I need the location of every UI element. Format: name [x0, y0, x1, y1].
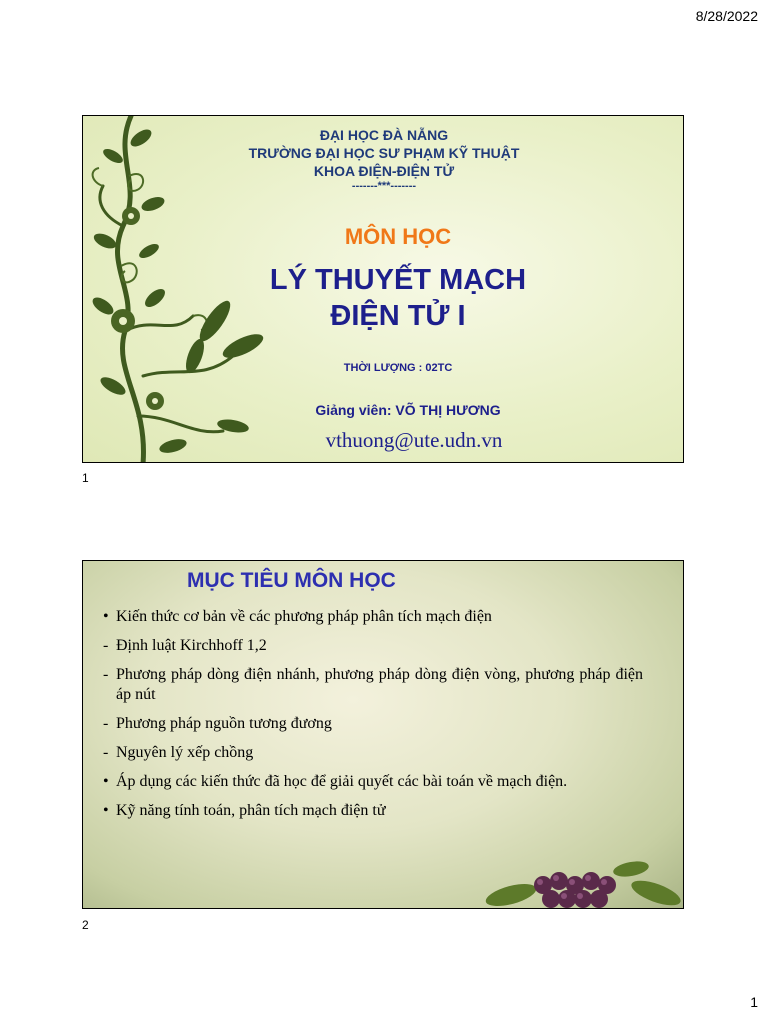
list-item [103, 714, 643, 734]
bullet-marker: - [103, 637, 109, 654]
page-number: 1 [750, 994, 758, 1010]
list-item-text: Phương pháp nguồn tương đương [116, 715, 332, 732]
list-item [103, 665, 643, 705]
slide-index-1: 1 [82, 471, 89, 485]
institution-header [83, 126, 684, 180]
list-item [103, 743, 643, 763]
subject-label: MÔN HỌC [344, 224, 452, 249]
list-item-text: Nguyên lý xếp chồng [116, 744, 254, 761]
school-name: TRƯỜNG ĐẠI HỌC SƯ PHẠM KỸ THUẬT [248, 145, 520, 161]
objectives-slide [82, 560, 684, 909]
list-item-text: Kiến thức cơ bản về các phương pháp phân tích mạch điện [116, 608, 492, 625]
slide-index-2: 2 [82, 918, 89, 932]
course-duration: THỜI LƯỢNG : 02TC [343, 362, 453, 374]
page-date: 8/28/2022 [695, 8, 758, 24]
bullet-marker: • [103, 802, 109, 819]
grapes-decoration [481, 855, 681, 909]
bullet-marker: • [103, 773, 109, 790]
list-item [103, 801, 643, 821]
bullet-marker: • [103, 608, 109, 625]
course-title-line2: ĐIỆN TỬ I [330, 300, 466, 332]
list-item-text: Áp dụng các kiến thức đã học để giải quyết các bài toán về mạch điện. [116, 773, 568, 790]
list-item [103, 636, 643, 656]
faculty-name: KHOA ĐIỆN-ĐIỆN TỬ [313, 163, 455, 179]
list-item-text: Định luật Kirchhoff 1,2 [116, 637, 267, 654]
list-item [103, 772, 643, 792]
list-item-text: Kỹ năng tính toán, phân tích mạch điện tử [116, 802, 386, 819]
course-title-line1: LÝ THUYẾT MẠCH [269, 264, 527, 296]
bullet-marker: - [103, 666, 109, 683]
title-slide [82, 115, 684, 463]
objectives-title: MỤC TIÊU MÔN HỌC [187, 569, 396, 592]
list-item [103, 607, 643, 627]
header-separator: -------***------- [351, 180, 417, 192]
course-title [97, 262, 684, 334]
bullet-marker: - [103, 715, 109, 732]
lecturer-email: vthuong@ute.udn.vn [325, 428, 503, 452]
university-name: ĐẠI HỌC ĐÀ NẴNG [319, 127, 449, 143]
bullet-marker: - [103, 744, 109, 761]
lecturer-name: Giảng viên: VÕ THỊ HƯƠNG [315, 402, 501, 418]
list-item-text: Phương pháp dòng điện nhánh, phương pháp dòng điện vòng, phương pháp điện áp nút [116, 666, 643, 703]
objectives-list [103, 607, 643, 830]
